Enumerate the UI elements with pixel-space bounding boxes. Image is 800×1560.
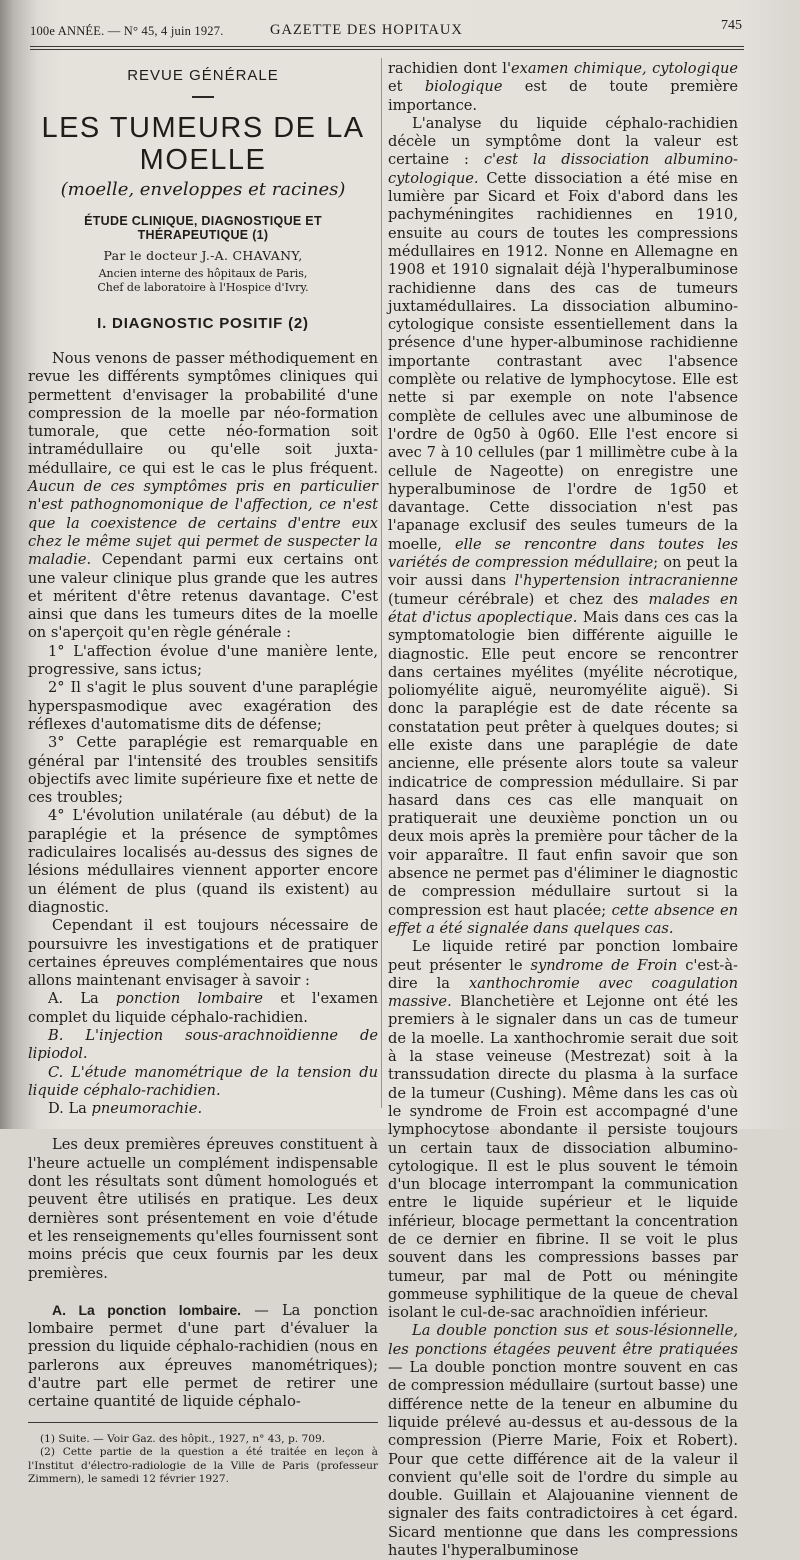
text-run: et — [388, 78, 425, 96]
text-run: Blanchetière et Lejonne ont été les premiers à le signaler dans un cas de tumeur de la moelle. La xanthochromie serait due soit à la stase veineuse (Mestrezat) soit à la transsudation directe du plasma à la surface de la tumeur (Cushing). Même dans les cas où le syndrome de Froin est accompagné d'une lymphocytose abondante il persiste toujours un certain taux de dissociation albumino-cytologique. Il est le plus souvent le témoin d'un blocage interrompant la communication entre le liquide supérieur et le liquide inférieur, blocage permettant la concentration de ce dernier en fibrine. Il se voit le plus souvent dans les compressions basses par tumeur, par mal de Pott ou méningite gommeuse syphilitique de la queue de cheval isolant le cul-de-sac arachnoïdien inférieur. — [388, 993, 738, 1322]
list-item: 1° L'affection évolue d'une manière lente, progressive, sans ictus; — [28, 642, 378, 679]
author: Par le docteur J.-A. CHAVANY, — [103, 248, 303, 263]
italic-run: biologique — [424, 78, 503, 96]
text-run: Mais dans ces cas la symptomatologie bien différente aiguille le diagnostic. Elle peut encore se rencontrer dans certaines myélites (myélite nécrotique, poliomyélite aiguë, neuromyélite aiguë). Si donc la paraplégie est de date récente sa constatation peut prêter à quelques doutes; si elle existe dans une paraplégie de date ancienne, elle présente alors toute sa valeur indicatrice de compression médullaire. Si par hasard dans ces cas elle manquait on pratiquerait une deuxième ponction un ou deux mois après la première pour tâcher de la voir apparaître. Il faut enfin savoir que son absence ne permet pas d'éliminer le diagnostic de compression médullaire surtout si la compression est haut placée; — [388, 608, 738, 919]
right-column — [388, 60, 738, 1560]
article-subtitle: (moelle, enveloppes et racines) — [60, 179, 346, 200]
affiliation — [28, 267, 378, 295]
footnote-rule — [28, 1422, 378, 1423]
text-run: L'analyse du liquide céphalo-rachidien décèle un symptôme dont la valeur est certaine : — [388, 114, 738, 169]
affiliation-line-2: Chef de laboratoire à l'Hospice d'Ivry. — [97, 281, 309, 294]
running-header — [30, 18, 742, 48]
text-run: — La ponction lombaire permet d'une part d'évaluer la pression du liquide céphalo-rachidien (nous en parlerons aux épreuves manométriques); d'autre part elle permet de retirer une certaine quantité de liquide céphalo- — [28, 1301, 378, 1411]
list-item: 4° L'évolution unilatérale (au début) de la paraplégie et la présence de symptômes radiculaires localisés au-dessus des signes de lésions médullaires viennent apporter encore un élément de plus (quand ils existent) au diagnostic. — [28, 807, 378, 916]
list-item: 3° Cette paraplégie est remarquable en général par l'intensité des troubles sensitifs objectifs avec limite supérieure fixe et nette de ces troubles; — [28, 734, 378, 807]
paragraph — [28, 1301, 378, 1412]
column-divider — [381, 58, 382, 1108]
text-run: A. La — [48, 990, 116, 1008]
italic-run: ponction lombaire — [115, 990, 264, 1008]
paragraph — [28, 350, 378, 643]
paragraph: Les deux premières épreuves constituent à l'heure actuelle un complément indispensable dont les résultats sont dûment homologués et peuvent être utilisés en pratique. Les deux dernières sont présentement en voie d'étude et les renseignements qu'elles fournissent sont moins précis que ceux fournis par les deux premières. — [28, 1136, 378, 1282]
section-heading: I. DIAGNOSTIC POSITIF (2) — [97, 315, 309, 332]
rubric: REVUE GÉNÉRALE — [127, 67, 279, 84]
list-item — [28, 990, 378, 1027]
paragraph — [388, 1322, 738, 1560]
italic-run: malades en état d'ictus apoplectique. — [388, 590, 738, 626]
text-run: Nous venons de passer méthodiquement en revue les différents symptômes cliniques qui permettent d'envisager la probabilité d'une compression de la moelle par néo-formation tumorale, que cette néo-formation soit intramédullaire ou qu'elle soit juxta-médullaire, ce qui est le cas le plus fréquent. — [28, 350, 378, 477]
subsection-heading: A. La ponction lombaire. — [52, 1301, 242, 1318]
italic-run: examen chimique, cytologique — [510, 60, 738, 77]
italic-run: elle se rencontre dans toutes les variétés de compression médullaire — [388, 535, 738, 572]
paragraph — [388, 115, 738, 938]
text-run: Le liquide retiré par ponction lombaire peut présenter le — [388, 938, 738, 974]
text-run: et l'examen complet du liquide céphalo-rachidien. — [28, 990, 378, 1026]
spacer — [28, 1118, 378, 1136]
right-body — [388, 60, 738, 1560]
list-item: B. L'injection sous-arachnoïdienne de lipiodol. — [28, 1026, 378, 1063]
italic-run: xanthochromie avec coagulation massive. — [388, 974, 738, 1011]
text-run: D. La — [48, 1100, 92, 1118]
text-run: ; on peut la voir aussi dans — [388, 554, 738, 590]
issue-info: 100e ANNÉE. — N° 45, 4 juin 1927. — [30, 24, 224, 38]
italic-run: La double ponction sus et sous-lésionnelle, les ponctions étagées peuvent être pratiquées — [388, 1322, 738, 1358]
article-title: LES TUMEURS DE LA MOELLE — [41, 112, 365, 176]
italic-run: l'hypertension intracranienne — [514, 572, 738, 590]
rubric-rule — [192, 96, 214, 98]
italic-run: Aucun de ces symptômes pris en particulier n'est pathognomonique de l'affection, ce n'est que la coexistence de certains d'entre eux chez le même sujet qui permet de suspecter la maladie. — [28, 478, 378, 569]
text-run: c'est-à-dire la — [388, 956, 738, 992]
italic-run: pneumorachie. — [91, 1100, 203, 1118]
footnotes — [28, 1433, 378, 1487]
list-item: 2° Il s'agit le plus souvent d'une paraplégie hyperspasmodique avec exagération des réflexes d'automatisme dits de défense; — [28, 679, 378, 733]
list-item — [28, 1100, 378, 1118]
paragraph — [388, 938, 738, 1322]
header-rule — [30, 46, 744, 47]
text-run: (tumeur cérébrale) et chez des — [388, 590, 649, 608]
journal-title: GAZETTE DES HOPITAUX — [270, 22, 463, 38]
italic-run: c'est la dissociation albumino-cytologique. — [388, 151, 738, 187]
text-run: est de toute première importance. — [388, 78, 738, 114]
text-run: — La double ponction montre souvent en cas de compression médullaire (surtout basse) une différence nette de la teneur en albumine du liquide prélevé au-dessus et au-dessous de la compression (Pierre Marie, Foix et Robert). Pour que cette différence ait de la valeur il convient qu'elle soit de l'ordre du simple au double. Guillain et Alajouanine viennent de signaler des faits contradictoires à cet égard. Sicard mentionne que dans les compressions hautes l'hyperalbuminose — [388, 1359, 738, 1560]
paragraph: Cependant il est toujours nécessaire de poursuivre les investigations et de pratiquer certaines épreuves complémentaires que nous allons maintenant envisager à savoir : — [28, 917, 378, 990]
italic-run: cette absence en effet a été signalée dans quelques cas. — [388, 901, 738, 937]
footnote-2: (2) Cette partie de la question a été traitée en leçon à l'Institut d'électro-radiologie de la Ville de Paris (professeur Zimmern), le samedi 12 février 1927. — [28, 1446, 378, 1486]
paragraph — [388, 60, 738, 115]
affiliation-line-1: Ancien interne des hôpitaux de Paris, — [98, 267, 308, 280]
left-body — [28, 350, 378, 1412]
list-item: C. L'étude manométrique de la tension du liquide céphalo-rachidien. — [28, 1063, 378, 1099]
page-number: 745 — [721, 18, 742, 33]
footnote-1: (1) Suite. — Voir Gaz. des hôpit., 1927, n° 43, p. 709. — [40, 1432, 326, 1445]
text-run: Cependant parmi eux certains ont une valeur clinique plus grande que les autres et méritent d'être retenus davantage. C'est ainsi que dans les tumeurs dites de la moelle on s'aperçoit qu'en règle générale : — [28, 551, 378, 642]
header-rule-double — [30, 49, 744, 50]
spacer — [28, 1283, 378, 1301]
study-line: ÉTUDE CLINIQUE, DIAGNOSTIQUE ET THÉRAPEUTIQUE (1) — [84, 214, 322, 242]
text-run: rachidien dont l' — [388, 60, 511, 77]
left-column — [28, 60, 378, 1487]
text-run: Cette dissociation a été mise en lumière par Sicard et Foix d'abord dans les pachyméningites rachidiennes en 1910, ensuite au cours de toutes les compressions médullaires en 1912. Nonne en Allemagne en 1908 et 1910 signalait déjà l'hyperalbuminose rachidienne dans des cas de tumeurs juxtamédullaires. La dissociation albumino-cytologique consiste essentiellement dans la présence d'une hyper-albuminose rachidienne importante contrastant avec l'absence complète ou relative de lymphocytose. Elle est nette si par exemple on note l'absence complète de cellules avec une albuminose de l'ordre de 0g50 à 0g60. Elle l'est encore si avec 7 à 10 cellules (par 1 millimètre cube à la cellule de Nageotte) on enregistre une hyperalbuminose de l'ordre de 1g50 et davantage. Cette dissociation n'est pas l'apanage exclusif des seules tumeurs de la moelle, — [388, 169, 738, 553]
italic-run: syndrome de Froin — [530, 956, 678, 974]
